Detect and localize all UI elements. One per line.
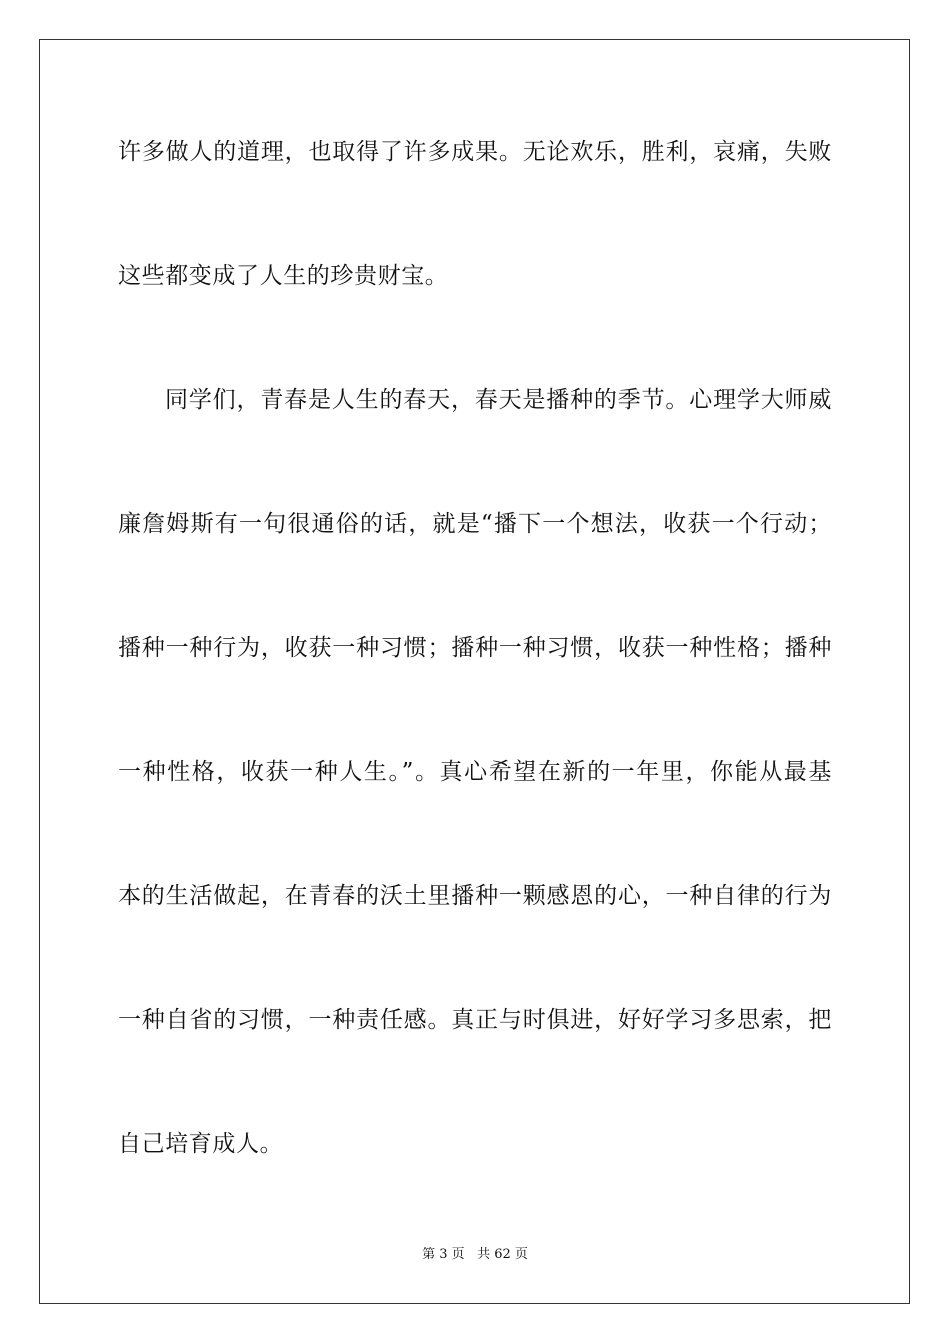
body-text-line: 一种自省的习惯，一种责任感。真正与时俱进，好好学习多思索，把	[118, 1007, 832, 1033]
total-pages: 共 62 页	[477, 1247, 528, 1262]
body-text-line: 廉詹姆斯有一句很通俗的话，就是“播下一个想法，收获一个行动；	[118, 511, 832, 537]
body-text-line: 这些都变成了人生的珍贵财宝。	[118, 263, 449, 289]
paragraph-start-line: 同学们，青春是人生的春天，春天是播种的季节。心理学大师威	[165, 387, 832, 413]
body-text-line: 自己培育成人。	[118, 1131, 284, 1157]
page-footer	[0, 1246, 950, 1264]
body-text-line: 播种一种行为，收获一种习惯；播种一种习惯，收获一种性格；播种	[118, 635, 832, 661]
body-text-line: 许多做人的道理，也取得了许多成果。无论欢乐，胜利，哀痛，失败	[118, 139, 832, 165]
page-frame	[39, 39, 910, 1304]
body-text-line: 一种性格，收获一种人生。”。真心希望在新的一年里，你能从最基	[118, 759, 832, 785]
body-text-line: 本的生活做起，在青春的沃土里播种一颗感恩的心，一种自律的行为	[118, 883, 832, 909]
page-number: 第 3 页	[422, 1247, 465, 1262]
